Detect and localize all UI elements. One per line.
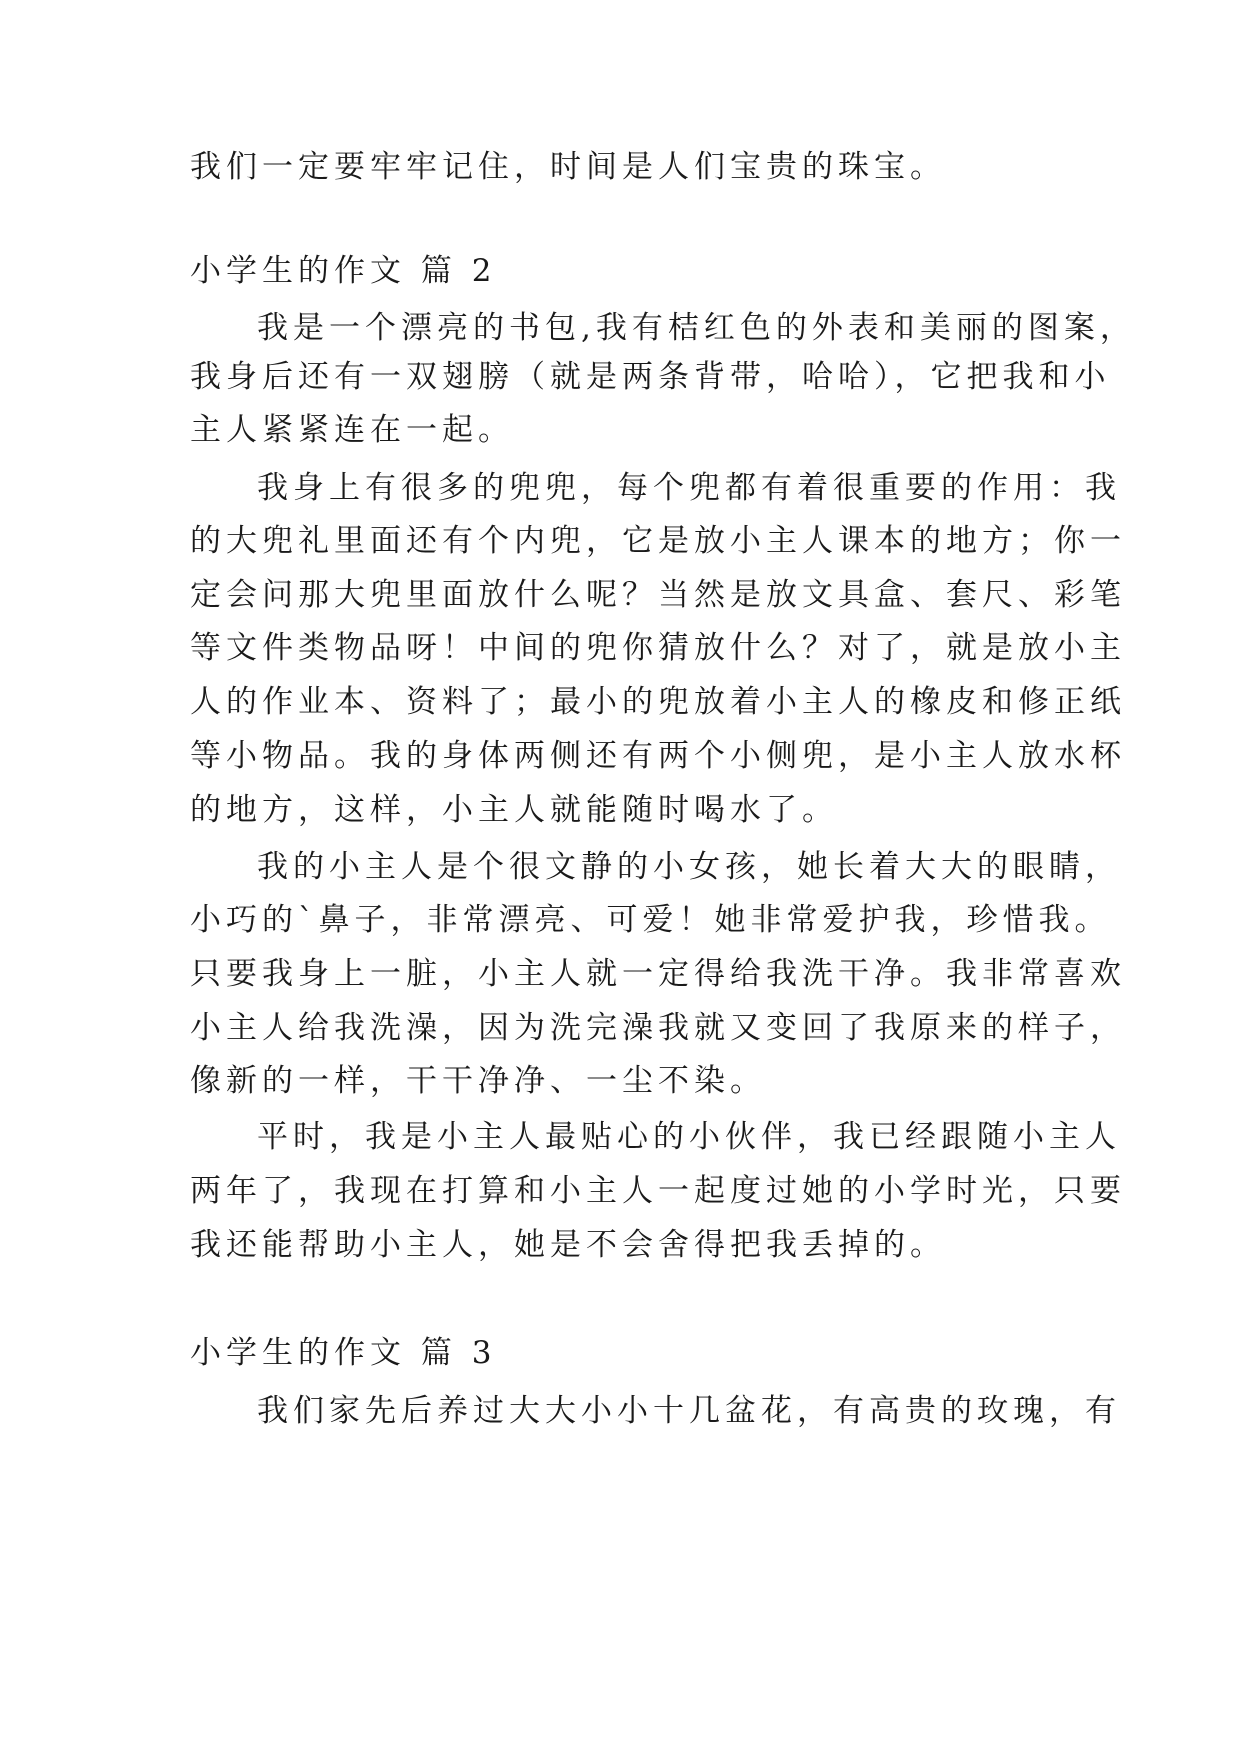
paragraph-line: 的大兜礼里面还有个内兜，它是放小主人课本的地方；你一 (190, 523, 1126, 559)
paragraph-line: 我身上有很多的兜兜，每个兜都有着很重要的作用：我 (257, 470, 1121, 506)
paragraph-line: 小巧的`鼻子，非常漂亮、可爱！她非常爱护我，珍惜我。 (190, 902, 1111, 938)
paragraph-line: 小主人给我洗澡，因为洗完澡我就又变回了我原来的样子， (190, 1010, 1126, 1046)
paragraph-line: 主人紧紧连在一起。 (190, 412, 514, 448)
paragraph-line: 像新的一样，干干净净、一尘不染。 (190, 1063, 766, 1099)
paragraph-line: 的地方，这样，小主人就能随时喝水了。 (190, 792, 838, 828)
paragraph-line: 两年了，我现在打算和小主人一起度过她的小学时光，只要 (190, 1173, 1126, 1209)
paragraph-line: 人的作业本、资料了；最小的兜放着小主人的橡皮和修正纸 (190, 684, 1126, 720)
paragraph-line: 只要我身上一脏，小主人就一定得给我洗干净。我非常喜欢 (190, 956, 1126, 992)
paragraph-line: 我们一定要牢牢记住，时间是人们宝贵的珠宝。 (190, 149, 946, 185)
section-heading: 小学生的作文 篇 3 (190, 1335, 497, 1371)
paragraph-line: 等小物品。我的身体两侧还有两个小侧兜，是小主人放水杯 (190, 738, 1126, 774)
section-heading: 小学生的作文 篇 2 (190, 253, 497, 289)
paragraph-line: 我还能帮助小主人，她是不会舍得把我丢掉的。 (190, 1227, 946, 1263)
paragraph-line: 我们家先后养过大大小小十几盆花，有高贵的玫瑰，有 (257, 1393, 1121, 1429)
paragraph-line: 我是一个漂亮的书包,我有桔红色的外表和美丽的图案， (257, 310, 1136, 346)
paragraph-line: 我的小主人是个很文静的小女孩，她长着大大的眼睛， (257, 849, 1121, 885)
paragraph-line: 等文件类物品呀！中间的兜你猜放什么？对了，就是放小主 (190, 630, 1126, 666)
paragraph-line: 我身后还有一双翅膀（就是两条背带，哈哈），它把我和小 (190, 359, 1111, 395)
paragraph-line: 定会问那大兜里面放什么呢？当然是放文具盒、套尺、彩笔 (190, 577, 1126, 613)
paragraph-line: 平时，我是小主人最贴心的小伙伴，我已经跟随小主人 (257, 1119, 1121, 1155)
